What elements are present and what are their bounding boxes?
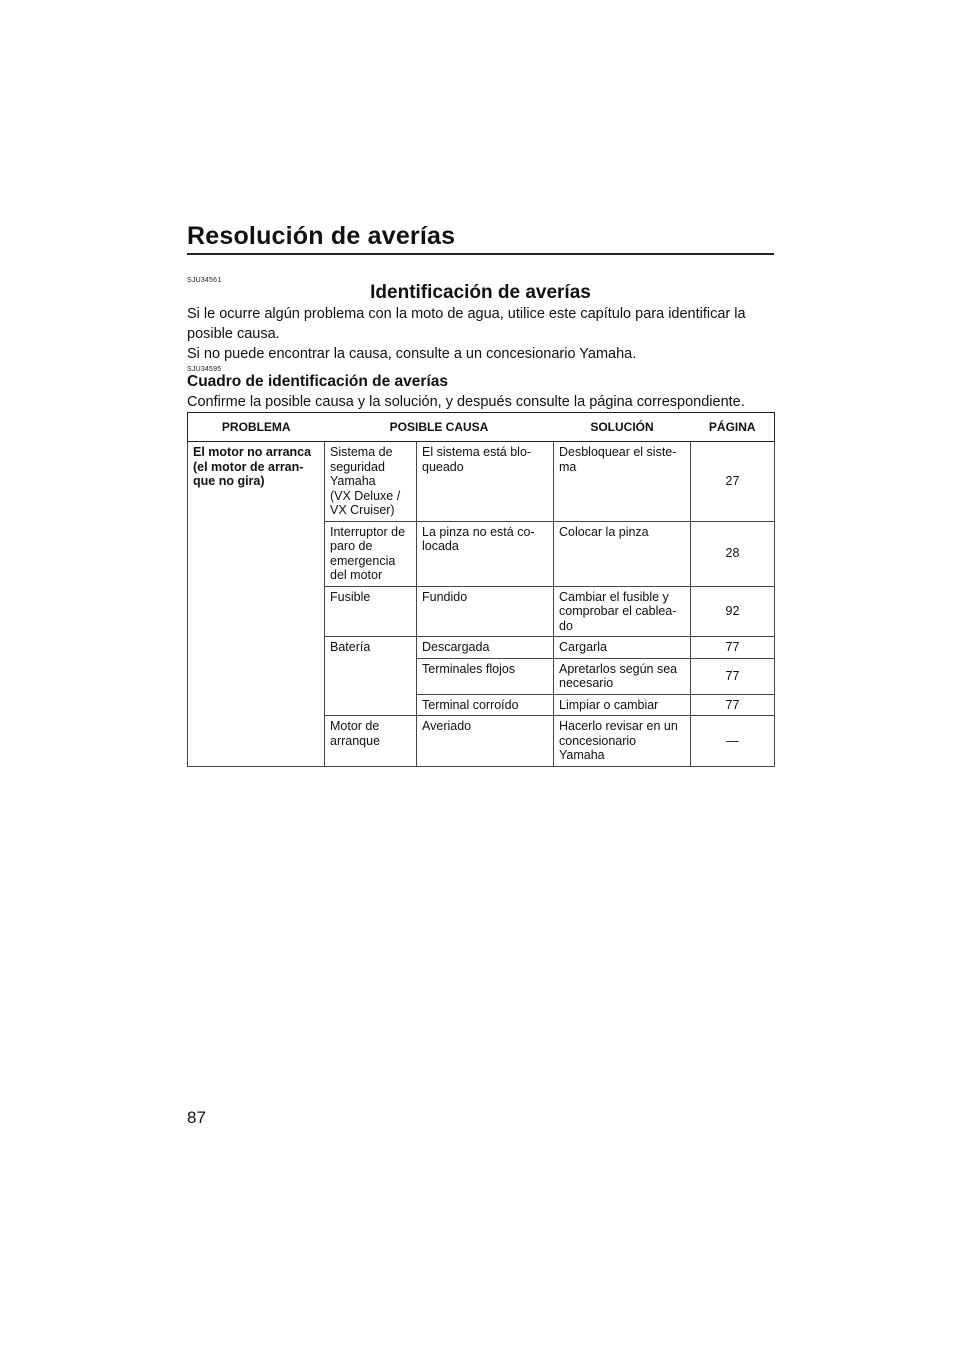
detail-cell: El sistema está blo- queado [417,442,554,522]
subsection-intro: Confirme la posible causa y la solución, y después consulte la página correspondiente. [187,394,745,410]
table-header-row [188,413,775,442]
cause-cell: Interruptor de paro de emergencia del motor [325,521,417,586]
header-problem: PROBLEMA [188,413,325,442]
detail-cell: Fundido [417,586,554,637]
problem-cell: El motor no arranca (el motor de arran- que no gira) [188,442,325,767]
header-solution: SOLUCIÓN [554,413,691,442]
fault-table [187,412,775,767]
detail-cell: Terminales flojos [417,658,554,694]
cause-cell: Motor de arranque [325,716,417,767]
header-page: PÁGINA [691,413,775,442]
intro-paragraph-2: Si no puede encontrar la causa, consulte a un concesionario Yamaha. [187,346,637,362]
header-cause: POSIBLE CAUSA [325,413,554,442]
solution-cell: Apretarlos según sea necesario [554,658,691,694]
intro-paragraph-1: Si le ocurre algún problema con la moto de agua, utilice este capítulo para identificar la posible causa. [187,306,746,342]
cause-cell: Fusible [325,586,417,637]
solution-cell: Limpiar o cambiar [554,694,691,716]
page-cell: — [691,716,775,767]
page-cell: 77 [691,658,775,694]
detail-cell: Averiado [417,716,554,767]
subsection-code: SJU34595 [187,366,222,373]
page-number: 87 [187,1108,206,1127]
title-rule [187,253,774,255]
detail-cell: La pinza no está co- locada [417,521,554,586]
detail-cell: Descargada [417,637,554,659]
page-cell: 77 [691,694,775,716]
solution-cell: Cambiar el fusible y comprobar el cablea- do [554,586,691,637]
page-cell: 27 [691,442,775,522]
solution-cell: Desbloquear el siste- ma [554,442,691,522]
page-title: Resolución de averías [187,222,456,250]
section-title: Identificación de averías [370,282,591,303]
section-code: SJU34561 [187,277,222,284]
solution-cell: Hacerlo revisar en un concesionario Yamaha [554,716,691,767]
solution-cell: Cargarla [554,637,691,659]
subsection-title: Cuadro de identificación de averías [187,373,448,390]
detail-cell: Terminal corroído [417,694,554,716]
page-cell: 92 [691,586,775,637]
cause-cell: Sistema de seguridad Yamaha (VX Deluxe / VX Cruiser) [325,442,417,522]
table-row [188,442,775,522]
page-cell: 28 [691,521,775,586]
cause-cell: Batería [325,637,417,716]
page-cell: 77 [691,637,775,659]
solution-cell: Colocar la pinza [554,521,691,586]
